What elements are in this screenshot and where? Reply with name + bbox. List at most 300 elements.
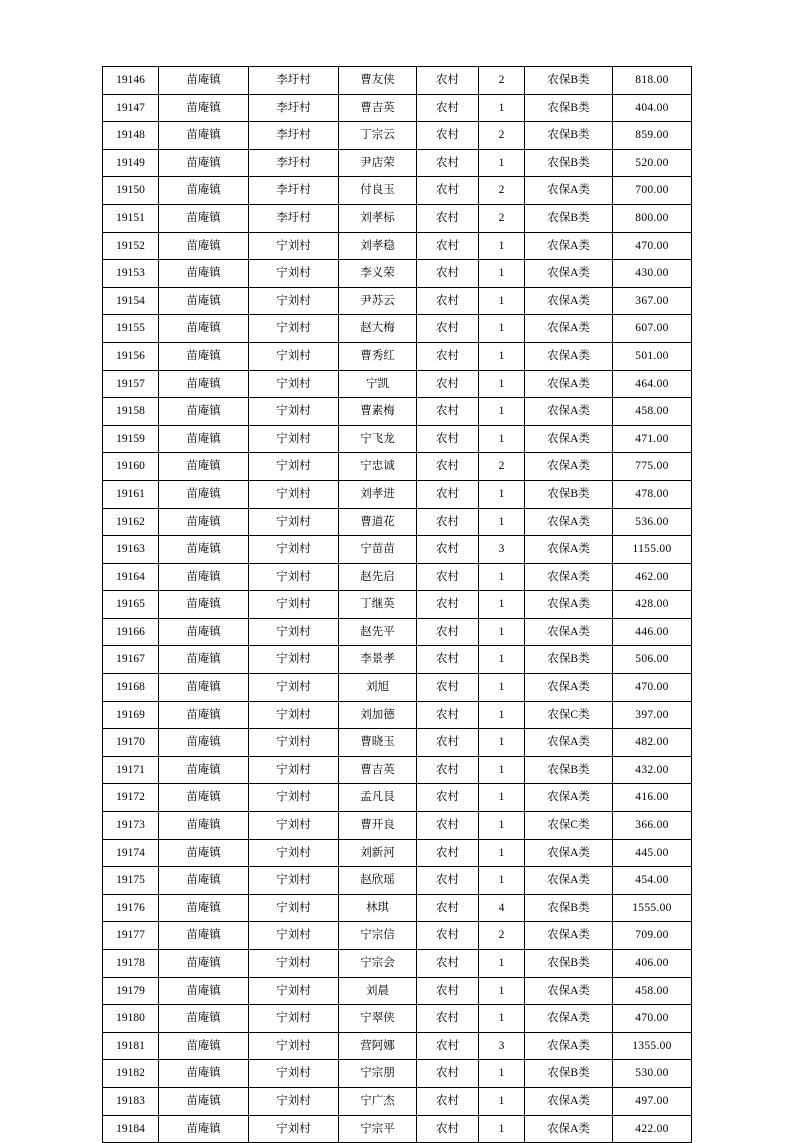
cell-seq: 19150 <box>103 177 159 205</box>
cell-seq: 19164 <box>103 563 159 591</box>
cell-town: 苗庵镇 <box>159 729 249 757</box>
cell-person-name: 曹吉英 <box>339 756 417 784</box>
cell-person-name: 孟凡艮 <box>339 784 417 812</box>
cell-village: 李圩村 <box>249 177 339 205</box>
cell-seq: 19156 <box>103 342 159 370</box>
cell-category: 农保A类 <box>525 508 613 536</box>
cell-person-count: 1 <box>479 618 525 646</box>
cell-village: 宁刘村 <box>249 315 339 343</box>
cell-category: 农保A类 <box>525 260 613 288</box>
table-row <box>103 1060 692 1088</box>
cell-town: 苗庵镇 <box>159 204 249 232</box>
cell-person-name: 宁忠诚 <box>339 453 417 481</box>
cell-category: 农保A类 <box>525 674 613 702</box>
cell-seq: 19181 <box>103 1032 159 1060</box>
cell-person-count: 1 <box>479 674 525 702</box>
cell-category: 农保A类 <box>525 232 613 260</box>
cell-seq: 19176 <box>103 894 159 922</box>
cell-amount: 800.00 <box>613 204 692 232</box>
cell-household-type: 农村 <box>417 94 479 122</box>
cell-category: 农保A类 <box>525 1115 613 1143</box>
table-row <box>103 729 692 757</box>
table-row <box>103 618 692 646</box>
cell-seq: 19154 <box>103 287 159 315</box>
cell-amount: 818.00 <box>613 67 692 95</box>
cell-amount: 404.00 <box>613 94 692 122</box>
cell-amount: 397.00 <box>613 701 692 729</box>
cell-person-count: 1 <box>479 287 525 315</box>
cell-village: 宁刘村 <box>249 591 339 619</box>
table-row <box>103 232 692 260</box>
table-row <box>103 480 692 508</box>
cell-person-count: 1 <box>479 508 525 536</box>
cell-town: 苗庵镇 <box>159 646 249 674</box>
cell-person-count: 2 <box>479 204 525 232</box>
cell-town: 苗庵镇 <box>159 480 249 508</box>
cell-household-type: 农村 <box>417 867 479 895</box>
cell-seq: 19169 <box>103 701 159 729</box>
cell-category: 农保B类 <box>525 204 613 232</box>
cell-person-name: 曹素梅 <box>339 398 417 426</box>
cell-person-count: 1 <box>479 646 525 674</box>
cell-category: 农保B类 <box>525 122 613 150</box>
cell-person-name: 曹晓玉 <box>339 729 417 757</box>
cell-person-name: 宁宗朋 <box>339 1060 417 1088</box>
table-row <box>103 756 692 784</box>
table-row <box>103 812 692 840</box>
cell-seq: 19171 <box>103 756 159 784</box>
cell-household-type: 农村 <box>417 1032 479 1060</box>
cell-village: 宁刘村 <box>249 563 339 591</box>
cell-category: 农保B类 <box>525 950 613 978</box>
table-row <box>103 839 692 867</box>
cell-category: 农保A类 <box>525 839 613 867</box>
cell-person-name: 宁宗平 <box>339 1115 417 1143</box>
cell-person-count: 3 <box>479 1032 525 1060</box>
cell-person-count: 1 <box>479 563 525 591</box>
cell-village: 宁刘村 <box>249 370 339 398</box>
cell-person-count: 1 <box>479 839 525 867</box>
table-row <box>103 425 692 453</box>
cell-person-name: 刘加德 <box>339 701 417 729</box>
cell-household-type: 农村 <box>417 1060 479 1088</box>
cell-category: 农保A类 <box>525 729 613 757</box>
cell-person-name: 曹吉英 <box>339 94 417 122</box>
cell-town: 苗庵镇 <box>159 784 249 812</box>
cell-town: 苗庵镇 <box>159 122 249 150</box>
cell-town: 苗庵镇 <box>159 563 249 591</box>
cell-village: 宁刘村 <box>249 646 339 674</box>
cell-category: 农保C类 <box>525 812 613 840</box>
cell-person-count: 1 <box>479 1087 525 1115</box>
cell-category: 农保B类 <box>525 67 613 95</box>
cell-seq: 19159 <box>103 425 159 453</box>
cell-seq: 19162 <box>103 508 159 536</box>
cell-person-name: 付良玉 <box>339 177 417 205</box>
cell-seq: 19177 <box>103 922 159 950</box>
cell-person-count: 1 <box>479 370 525 398</box>
cell-town: 苗庵镇 <box>159 674 249 702</box>
cell-seq: 19146 <box>103 67 159 95</box>
cell-amount: 501.00 <box>613 342 692 370</box>
cell-seq: 19178 <box>103 950 159 978</box>
cell-town: 苗庵镇 <box>159 618 249 646</box>
cell-person-name: 李景孝 <box>339 646 417 674</box>
cell-village: 宁刘村 <box>249 1005 339 1033</box>
cell-town: 苗庵镇 <box>159 812 249 840</box>
cell-person-name: 刘晨 <box>339 977 417 1005</box>
cell-town: 苗庵镇 <box>159 922 249 950</box>
cell-household-type: 农村 <box>417 977 479 1005</box>
cell-person-name: 刘孝稳 <box>339 232 417 260</box>
cell-amount: 775.00 <box>613 453 692 481</box>
cell-category: 农保B类 <box>525 480 613 508</box>
cell-person-name: 宁宗信 <box>339 922 417 950</box>
cell-person-name: 宁苗苗 <box>339 536 417 564</box>
cell-category: 农保A类 <box>525 287 613 315</box>
cell-town: 苗庵镇 <box>159 867 249 895</box>
cell-person-name: 刘新河 <box>339 839 417 867</box>
cell-village: 宁刘村 <box>249 287 339 315</box>
table-row <box>103 894 692 922</box>
cell-town: 苗庵镇 <box>159 94 249 122</box>
cell-household-type: 农村 <box>417 232 479 260</box>
cell-village: 宁刘村 <box>249 894 339 922</box>
cell-person-count: 1 <box>479 480 525 508</box>
cell-seq: 19163 <box>103 536 159 564</box>
cell-household-type: 农村 <box>417 729 479 757</box>
cell-amount: 428.00 <box>613 591 692 619</box>
cell-person-count: 1 <box>479 729 525 757</box>
cell-village: 宁刘村 <box>249 756 339 784</box>
cell-person-count: 1 <box>479 260 525 288</box>
cell-person-name: 赵大梅 <box>339 315 417 343</box>
cell-person-name: 李义荣 <box>339 260 417 288</box>
cell-person-name: 刘孝进 <box>339 480 417 508</box>
cell-town: 苗庵镇 <box>159 315 249 343</box>
cell-town: 苗庵镇 <box>159 839 249 867</box>
table-row <box>103 922 692 950</box>
cell-seq: 19167 <box>103 646 159 674</box>
cell-amount: 454.00 <box>613 867 692 895</box>
cell-seq: 19148 <box>103 122 159 150</box>
cell-category: 农保A类 <box>525 591 613 619</box>
cell-person-name: 宁广杰 <box>339 1087 417 1115</box>
cell-household-type: 农村 <box>417 315 479 343</box>
cell-category: 农保A类 <box>525 177 613 205</box>
cell-seq: 19173 <box>103 812 159 840</box>
cell-category: 农保B类 <box>525 149 613 177</box>
table-row <box>103 122 692 150</box>
cell-town: 苗庵镇 <box>159 536 249 564</box>
cell-amount: 530.00 <box>613 1060 692 1088</box>
cell-amount: 464.00 <box>613 370 692 398</box>
subsidy-recipients-table <box>102 66 692 1143</box>
cell-household-type: 农村 <box>417 1005 479 1033</box>
cell-seq: 19161 <box>103 480 159 508</box>
cell-category: 农保B类 <box>525 756 613 784</box>
cell-household-type: 农村 <box>417 177 479 205</box>
cell-amount: 367.00 <box>613 287 692 315</box>
cell-town: 苗庵镇 <box>159 1032 249 1060</box>
table-row <box>103 591 692 619</box>
table-row <box>103 204 692 232</box>
cell-household-type: 农村 <box>417 950 479 978</box>
cell-town: 苗庵镇 <box>159 453 249 481</box>
cell-category: 农保B类 <box>525 894 613 922</box>
table-row <box>103 1032 692 1060</box>
cell-person-name: 尹苏云 <box>339 287 417 315</box>
cell-amount: 416.00 <box>613 784 692 812</box>
cell-seq: 19152 <box>103 232 159 260</box>
table-row <box>103 867 692 895</box>
cell-household-type: 农村 <box>417 453 479 481</box>
cell-amount: 432.00 <box>613 756 692 784</box>
cell-village: 李圩村 <box>249 149 339 177</box>
cell-person-count: 1 <box>479 398 525 426</box>
cell-village: 宁刘村 <box>249 480 339 508</box>
cell-seq: 19184 <box>103 1115 159 1143</box>
table-row <box>103 398 692 426</box>
cell-amount: 458.00 <box>613 977 692 1005</box>
cell-village: 宁刘村 <box>249 812 339 840</box>
table-body <box>103 67 692 1143</box>
cell-person-count: 3 <box>479 536 525 564</box>
cell-person-count: 1 <box>479 315 525 343</box>
table-row <box>103 674 692 702</box>
cell-person-name: 赵先平 <box>339 618 417 646</box>
cell-household-type: 农村 <box>417 1087 479 1115</box>
table-row <box>103 94 692 122</box>
cell-person-name: 刘孝标 <box>339 204 417 232</box>
cell-seq: 19147 <box>103 94 159 122</box>
cell-household-type: 农村 <box>417 398 479 426</box>
cell-amount: 700.00 <box>613 177 692 205</box>
cell-seq: 19170 <box>103 729 159 757</box>
cell-person-name: 宁翠侠 <box>339 1005 417 1033</box>
cell-person-count: 1 <box>479 950 525 978</box>
cell-town: 苗庵镇 <box>159 232 249 260</box>
table-row <box>103 536 692 564</box>
table-container <box>102 66 691 1143</box>
cell-town: 苗庵镇 <box>159 1060 249 1088</box>
cell-category: 农保A类 <box>525 1005 613 1033</box>
cell-person-count: 1 <box>479 342 525 370</box>
cell-seq: 19179 <box>103 977 159 1005</box>
cell-household-type: 农村 <box>417 149 479 177</box>
table-row <box>103 701 692 729</box>
cell-seq: 19158 <box>103 398 159 426</box>
cell-town: 苗庵镇 <box>159 342 249 370</box>
cell-town: 苗庵镇 <box>159 977 249 1005</box>
cell-person-count: 1 <box>479 867 525 895</box>
cell-amount: 497.00 <box>613 1087 692 1115</box>
cell-person-count: 2 <box>479 122 525 150</box>
cell-town: 苗庵镇 <box>159 894 249 922</box>
cell-seq: 19149 <box>103 149 159 177</box>
cell-amount: 709.00 <box>613 922 692 950</box>
cell-town: 苗庵镇 <box>159 508 249 536</box>
cell-household-type: 农村 <box>417 1115 479 1143</box>
cell-category: 农保A类 <box>525 784 613 812</box>
cell-amount: 506.00 <box>613 646 692 674</box>
cell-village: 宁刘村 <box>249 342 339 370</box>
cell-town: 苗庵镇 <box>159 1087 249 1115</box>
cell-person-name: 宁飞龙 <box>339 425 417 453</box>
cell-person-count: 1 <box>479 756 525 784</box>
cell-category: 农保A类 <box>525 867 613 895</box>
cell-household-type: 农村 <box>417 894 479 922</box>
cell-household-type: 农村 <box>417 812 479 840</box>
cell-category: 农保A类 <box>525 1032 613 1060</box>
cell-seq: 19151 <box>103 204 159 232</box>
table-row <box>103 563 692 591</box>
cell-person-name: 曹友侠 <box>339 67 417 95</box>
cell-household-type: 农村 <box>417 425 479 453</box>
cell-person-name: 丁宗云 <box>339 122 417 150</box>
table-row <box>103 977 692 1005</box>
cell-category: 农保A类 <box>525 315 613 343</box>
cell-village: 李圩村 <box>249 94 339 122</box>
cell-seq: 19157 <box>103 370 159 398</box>
cell-amount: 482.00 <box>613 729 692 757</box>
cell-village: 宁刘村 <box>249 536 339 564</box>
cell-amount: 1555.00 <box>613 894 692 922</box>
cell-village: 李圩村 <box>249 204 339 232</box>
cell-village: 宁刘村 <box>249 508 339 536</box>
cell-household-type: 农村 <box>417 839 479 867</box>
cell-village: 宁刘村 <box>249 674 339 702</box>
cell-person-count: 2 <box>479 453 525 481</box>
cell-category: 农保A类 <box>525 618 613 646</box>
cell-person-count: 2 <box>479 177 525 205</box>
cell-person-count: 4 <box>479 894 525 922</box>
table-row <box>103 1115 692 1143</box>
table-row <box>103 453 692 481</box>
cell-category: 农保A类 <box>525 342 613 370</box>
cell-village: 宁刘村 <box>249 1060 339 1088</box>
cell-seq: 19175 <box>103 867 159 895</box>
table-row <box>103 646 692 674</box>
cell-person-name: 营阿娜 <box>339 1032 417 1060</box>
cell-household-type: 农村 <box>417 536 479 564</box>
cell-town: 苗庵镇 <box>159 177 249 205</box>
cell-person-count: 1 <box>479 701 525 729</box>
cell-village: 宁刘村 <box>249 1032 339 1060</box>
table-row <box>103 149 692 177</box>
cell-amount: 859.00 <box>613 122 692 150</box>
cell-village: 宁刘村 <box>249 232 339 260</box>
cell-category: 农保C类 <box>525 701 613 729</box>
cell-category: 农保B类 <box>525 1060 613 1088</box>
cell-household-type: 农村 <box>417 563 479 591</box>
cell-person-count: 1 <box>479 1060 525 1088</box>
cell-amount: 366.00 <box>613 812 692 840</box>
cell-household-type: 农村 <box>417 287 479 315</box>
cell-seq: 19165 <box>103 591 159 619</box>
cell-amount: 607.00 <box>613 315 692 343</box>
cell-seq: 19160 <box>103 453 159 481</box>
cell-amount: 458.00 <box>613 398 692 426</box>
table-row <box>103 315 692 343</box>
table-row <box>103 950 692 978</box>
cell-village: 宁刘村 <box>249 784 339 812</box>
cell-amount: 536.00 <box>613 508 692 536</box>
cell-seq: 19172 <box>103 784 159 812</box>
cell-seq: 19168 <box>103 674 159 702</box>
cell-village: 宁刘村 <box>249 950 339 978</box>
cell-town: 苗庵镇 <box>159 287 249 315</box>
cell-household-type: 农村 <box>417 646 479 674</box>
cell-town: 苗庵镇 <box>159 756 249 784</box>
table-row <box>103 260 692 288</box>
cell-person-name: 宁凯 <box>339 370 417 398</box>
cell-village: 宁刘村 <box>249 1115 339 1143</box>
cell-category: 农保A类 <box>525 425 613 453</box>
cell-amount: 471.00 <box>613 425 692 453</box>
cell-person-count: 1 <box>479 1115 525 1143</box>
cell-category: 农保A类 <box>525 977 613 1005</box>
cell-person-count: 1 <box>479 591 525 619</box>
cell-person-count: 1 <box>479 149 525 177</box>
cell-household-type: 农村 <box>417 67 479 95</box>
cell-village: 宁刘村 <box>249 1087 339 1115</box>
table-row <box>103 1005 692 1033</box>
cell-amount: 470.00 <box>613 674 692 702</box>
cell-amount: 430.00 <box>613 260 692 288</box>
cell-household-type: 农村 <box>417 618 479 646</box>
cell-person-count: 2 <box>479 922 525 950</box>
cell-person-name: 曹开良 <box>339 812 417 840</box>
cell-household-type: 农村 <box>417 480 479 508</box>
cell-category: 农保A类 <box>525 453 613 481</box>
cell-person-count: 1 <box>479 977 525 1005</box>
cell-town: 苗庵镇 <box>159 1005 249 1033</box>
cell-village: 宁刘村 <box>249 922 339 950</box>
cell-town: 苗庵镇 <box>159 591 249 619</box>
table-row <box>103 508 692 536</box>
cell-town: 苗庵镇 <box>159 425 249 453</box>
cell-household-type: 农村 <box>417 674 479 702</box>
cell-amount: 406.00 <box>613 950 692 978</box>
cell-town: 苗庵镇 <box>159 398 249 426</box>
cell-person-count: 1 <box>479 232 525 260</box>
cell-household-type: 农村 <box>417 260 479 288</box>
cell-amount: 445.00 <box>613 839 692 867</box>
cell-village: 宁刘村 <box>249 618 339 646</box>
cell-category: 农保A类 <box>525 398 613 426</box>
cell-town: 苗庵镇 <box>159 260 249 288</box>
cell-category: 农保A类 <box>525 1087 613 1115</box>
cell-seq: 19155 <box>103 315 159 343</box>
table-row <box>103 784 692 812</box>
table-row <box>103 67 692 95</box>
cell-amount: 462.00 <box>613 563 692 591</box>
cell-person-name: 曹秀红 <box>339 342 417 370</box>
cell-category: 农保A类 <box>525 370 613 398</box>
cell-village: 宁刘村 <box>249 453 339 481</box>
cell-seq: 19153 <box>103 260 159 288</box>
cell-village: 宁刘村 <box>249 260 339 288</box>
cell-household-type: 农村 <box>417 204 479 232</box>
cell-village: 李圩村 <box>249 67 339 95</box>
cell-amount: 470.00 <box>613 232 692 260</box>
table-row <box>103 287 692 315</box>
cell-person-count: 1 <box>479 784 525 812</box>
cell-household-type: 农村 <box>417 370 479 398</box>
cell-household-type: 农村 <box>417 922 479 950</box>
cell-amount: 470.00 <box>613 1005 692 1033</box>
